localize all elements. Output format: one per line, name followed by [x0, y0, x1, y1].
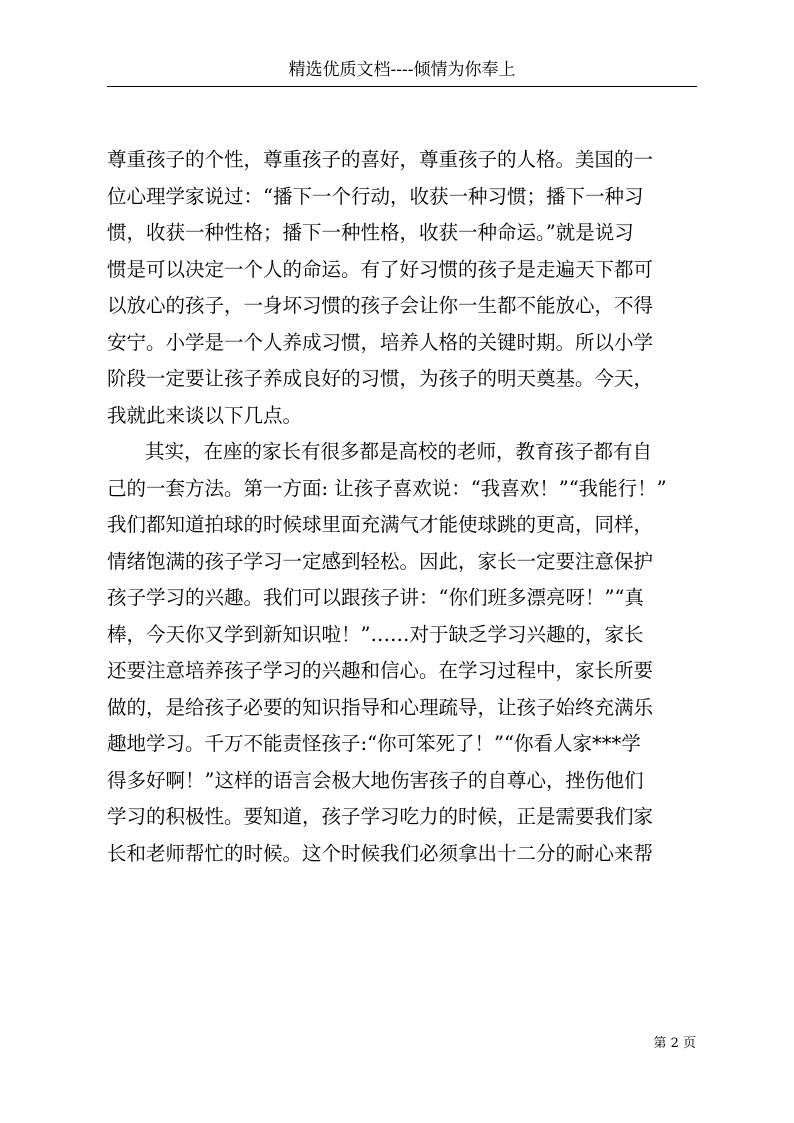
text-line: 我就此来谈以下几点。	[107, 403, 303, 427]
text-line: 趣地学习。千万不能责怪孩子:“你可笨死了！”“你看人家***学	[107, 732, 641, 755]
text-line: 惯是可以决定一个人的命运。有了好习惯的孩子是走遍天下都可	[107, 257, 654, 281]
text-line: 阶段一定要让孩子养成良好的习惯，为孩子的明天奠基。今天，	[107, 367, 654, 390]
text-line: 学习的积极性。要知道，孩子学习吃力的时候，正是需要我们家	[107, 805, 654, 828]
text-line: 情绪饱满的孩子学习一定感到轻松。因此，家长一定要注意保护	[107, 549, 654, 573]
paragraph-start-line: 其实，在座的家长有很多都是高校的老师，教育孩子都有自	[145, 440, 653, 463]
text-line: 以放心的孩子，一身坏习惯的孩子会让你一生都不能放心，不得	[107, 294, 654, 317]
text-line: 长和老师帮忙的时候。这个时候我们必须拿出十二分的耐心来帮	[107, 841, 654, 865]
page-number: 第 2 页	[653, 1036, 696, 1051]
text-line: 我们都知道拍球的时候球里面充满气才能使球跳的更高，同样，	[107, 513, 654, 536]
header-title: 精选优质文档----倾情为你奉上	[288, 60, 516, 80]
text-line: 棒，今天你又学到新知识啦！”……对于缺乏学习兴趣的，家长	[107, 622, 644, 646]
text-line: 己的一套方法。第一方面: 让孩子喜欢说：“我喜欢！”“我能行！”	[107, 476, 667, 500]
text-line: 尊重孩子的个性，尊重孩子的喜好，尊重孩子的人格。美国的一	[107, 148, 654, 171]
text-line: 孩子学习的兴趣。我们可以跟孩子讲：“你们班多漂亮呀！”“真	[107, 586, 644, 609]
text-line: 安宁。小学是一个人养成习惯，培养人格的关键时期。所以小学	[107, 330, 654, 354]
text-line: 还要注意培养孩子学习的兴趣和信心。在学习过程中，家长所要	[107, 659, 654, 682]
text-line: 位心理学家说过：“播下一个行动，收获一种习惯；播下一种习	[107, 184, 644, 208]
document-body	[107, 142, 697, 872]
text-line: 惯，收获一种性格；播下一种性格，收获一种命运。”就是说习	[107, 221, 634, 244]
page-header	[107, 58, 697, 87]
text-line: 做的，是给孩子必要的知识指导和心理疏导，让孩子始终充满乐	[107, 695, 654, 719]
text-line: 得多好啊！”这样的语言会极大地伤害孩子的自尊心，挫伤他们	[107, 768, 644, 792]
